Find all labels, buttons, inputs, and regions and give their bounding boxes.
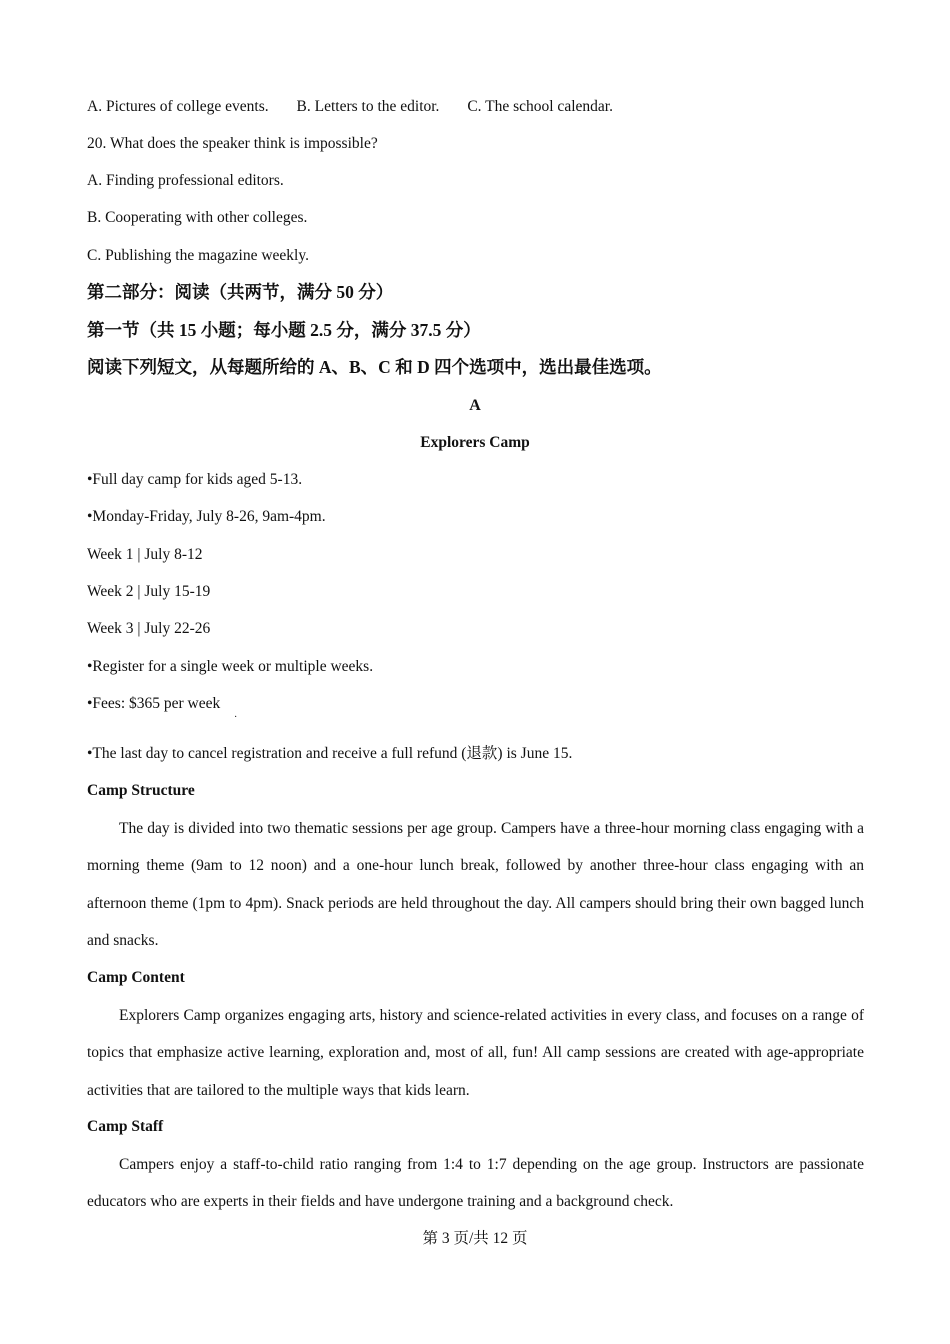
content-paragraph: Explorers Camp organizes engaging arts, history and science-related activities in every class, and focuses on a range of topics that emphasize active learning, exploration and, most of all, fun! All camp sessions are created with age-appropriate activities that are tailored to the multiple ways that kids learn. (87, 1007, 864, 1099)
structure-paragraph: The day is divided into two thematic sessions per age group. Campers have a three-hour morning class engaging with a morning theme (9am to 12 noon) and a one-hour lunch break, followed by another three-hour class engaging with an afternoon theme (1pm to 4pm). Snack periods are held throughout the day. All campers should bring their own bagged lunch and snacks. (87, 820, 864, 949)
info-item-register: •Register for a single week or multiple weeks. (87, 658, 374, 675)
info-item-week3: Week 3 | July 22-26 (87, 620, 211, 637)
q19-option-a: A. Pictures of college events. (87, 98, 269, 115)
page-footer: 第 3 页/共 12 页 (422, 1230, 528, 1247)
passage-letter: A (469, 397, 481, 414)
staff-heading: Camp Staff (87, 1118, 164, 1135)
info-item-week1: Week 1 | July 8-12 (87, 546, 203, 563)
part2-heading: 第二部分：阅读（共两节，满分 50 分） (87, 282, 394, 302)
info-item-dates: •Monday-Friday, July 8-26, 9am-4pm. (87, 508, 326, 525)
q19-option-c: C. The school calendar. (467, 98, 613, 115)
staff-paragraph: Campers enjoy a staff-to-child ratio ranging from 1:4 to 1:7 depending on the age group. Instructors are passionate educators who are experts in their fields and have undergone training and a background check. (87, 1156, 864, 1211)
info-item-week2: Week 2 | July 15-19 (87, 583, 211, 600)
q20-question: 20. What does the speaker think is impossible? (87, 135, 378, 152)
stray-mark: · (234, 712, 238, 723)
q20-option-a: A. Finding professional editors. (87, 172, 284, 189)
q19-option-b: B. Letters to the editor. (296, 98, 440, 115)
q20-option-b: B. Cooperating with other colleges. (87, 209, 308, 226)
reading-instruction: 阅读下列短文，从每题所给的 A、B、C 和 D 四个选项中，选出最佳选项。 (87, 357, 662, 377)
q20-option-c: C. Publishing the magazine weekly. (87, 247, 309, 264)
info-item-refund: •The last day to cancel registration and receive a full refund (退款) is June 15. (87, 745, 573, 762)
info-item-age: •Full day camp for kids aged 5-13. (87, 471, 303, 488)
structure-heading: Camp Structure (87, 782, 195, 799)
content-heading: Camp Content (87, 969, 185, 986)
info-item-fees: •Fees: $365 per week (87, 695, 221, 712)
section1-heading: 第一节（共 15 小题；每小题 2.5 分，满分 37.5 分） (87, 320, 481, 340)
q19-options (87, 97, 613, 117)
passage-title: Explorers Camp (420, 434, 530, 451)
